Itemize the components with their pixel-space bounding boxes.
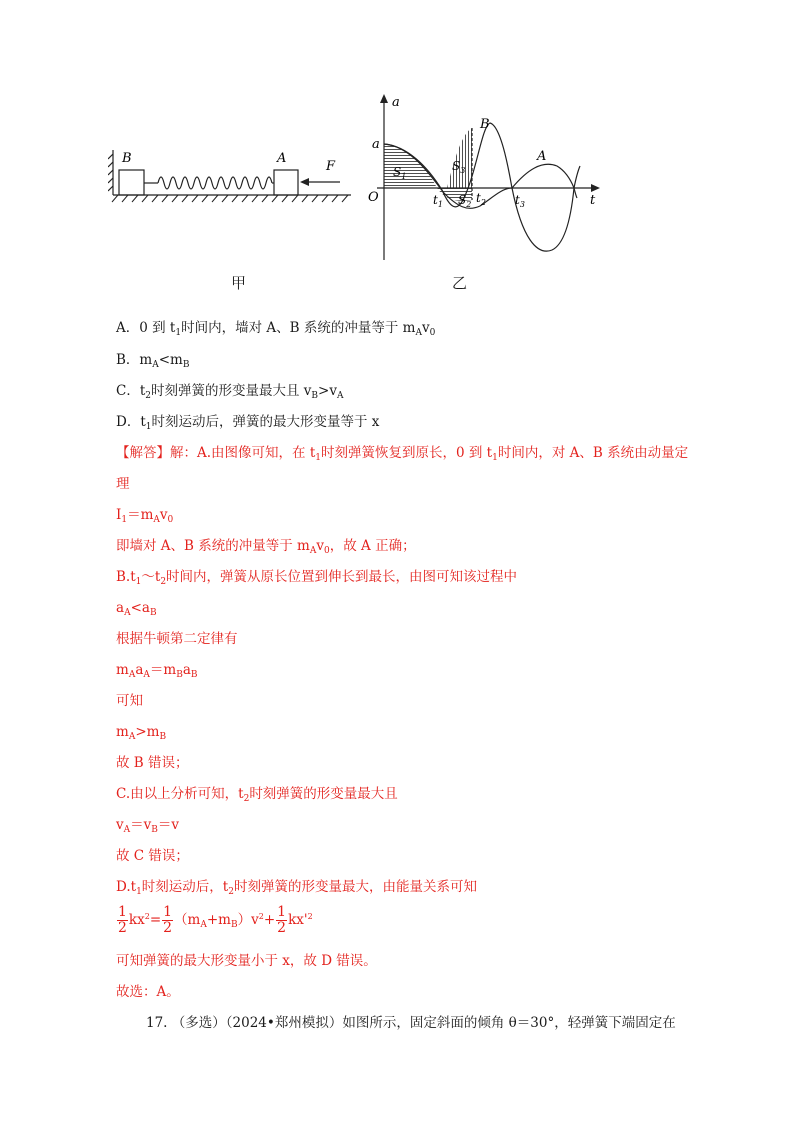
option-c: C．$t_2$时刻弹簧的形变量最大且 $v_B>v_A$ [116,383,344,401]
option-b: B．$m_A<m_B$ [116,352,190,370]
initial-a-label: a [372,137,380,152]
answer-line-18: 故选：A。 [116,984,180,1000]
option-a: A．0 到 $t_1$时间内，墙对 A、B 系统的冲量等于 $m_Av_0$ [116,320,436,338]
answer-tag: 【解答】 [116,445,170,461]
area-s3 [447,128,472,188]
origin-label: O [368,190,379,205]
answer-line-11: 故 B 错误； [116,755,189,771]
label-block-b: B [122,151,132,166]
answer-line-2: 理 [116,476,130,492]
t2-label: $t_2$ [476,191,486,207]
s2-label: $S_2$ [458,193,472,209]
label-block-a: A [277,151,287,166]
answer-line-9: 可知 [116,693,143,709]
answer-line-17: 可知弹簧的最大形变量小于 x，故 D 错误。 [116,953,377,969]
force-arrow-head [300,178,309,186]
fraction-half-3: $\frac{1}{2}$ [277,904,287,936]
fraction-half-1: $\frac{1}{2}$ [118,904,127,936]
curve-a-label: A [537,149,547,164]
caption-jia: 甲 [231,274,247,292]
question-17: 17. （多选）（2024•郑州模拟）如图所示，固定斜面的倾角 θ＝30°，轻弹簧下端固定在 [146,1015,676,1031]
label-force-f: F [326,159,336,174]
area-s1 [384,144,437,188]
answer-line-13: $v_A=v_B=v$ [116,817,180,835]
answer-line-5: $B.t_1\sim t_2$时间内，弹簧从原长位置到伸长到最长，由图可知该过程中 [116,569,518,587]
option-d: D．$t_1$时刻运动后，弹簧的最大形变量等于 x [116,414,380,432]
answer-line-10: $m_A>m_B$ [116,724,167,742]
answer-line-6: $a_A<a_B$ [116,600,157,618]
answer-line-1: 【解答】解：A.由图像可知，在 $t_1$时刻弹簧恢复到原长，0 到 $t_1$时间内，对 A、B 系统由动量定 [116,445,689,463]
axis-label-t: t [590,193,596,208]
t1-label: $t_1$ [433,193,443,209]
answer-line-8: $m_Aa_A=m_Ba_B$ [116,662,198,680]
answer-line-4: 即墙对 A、B 系统的冲量等于 $m_Av_0$，故 A 正确； [116,538,416,556]
energy-equation: $\frac{1}{2}$ $kx^2=$ $\frac{1}{2}$ $(m_A+m_B)v^2+$ $\frac{1}{2}$ $kx'^2$ [118,904,313,936]
spring-coil [158,177,272,189]
t3-label: $t_3$ [515,193,525,209]
question-number: 17. [146,1015,168,1031]
answer-line-15: $D.t_1$时刻运动后，$t_2$时刻弹簧的形变量最大，由能量关系可知 [116,879,477,897]
t-axis-arrow [591,184,600,192]
s3-label: $S_3$ [452,159,466,175]
a-axis-arrow [380,94,388,103]
answer-line-7: 根据牛顿第二定律有 [116,631,238,647]
answer-line-14: 故 C 错误； [116,848,189,864]
figure-yi [362,88,607,263]
answer-line-12: C.由以上分析可知，$t_2$时刻弹簧的形变量最大且 [116,786,398,804]
fraction-half-2: $\frac{1}{2}$ [163,904,173,936]
axis-label-a: a [392,95,400,110]
curve-b-label: B [480,117,490,132]
figure-jia [108,140,358,205]
s1-label: $S_1$ [393,165,407,181]
answer-line-3: $I_1=m_Av_0$ [116,507,174,525]
caption-yi: 乙 [452,274,468,292]
